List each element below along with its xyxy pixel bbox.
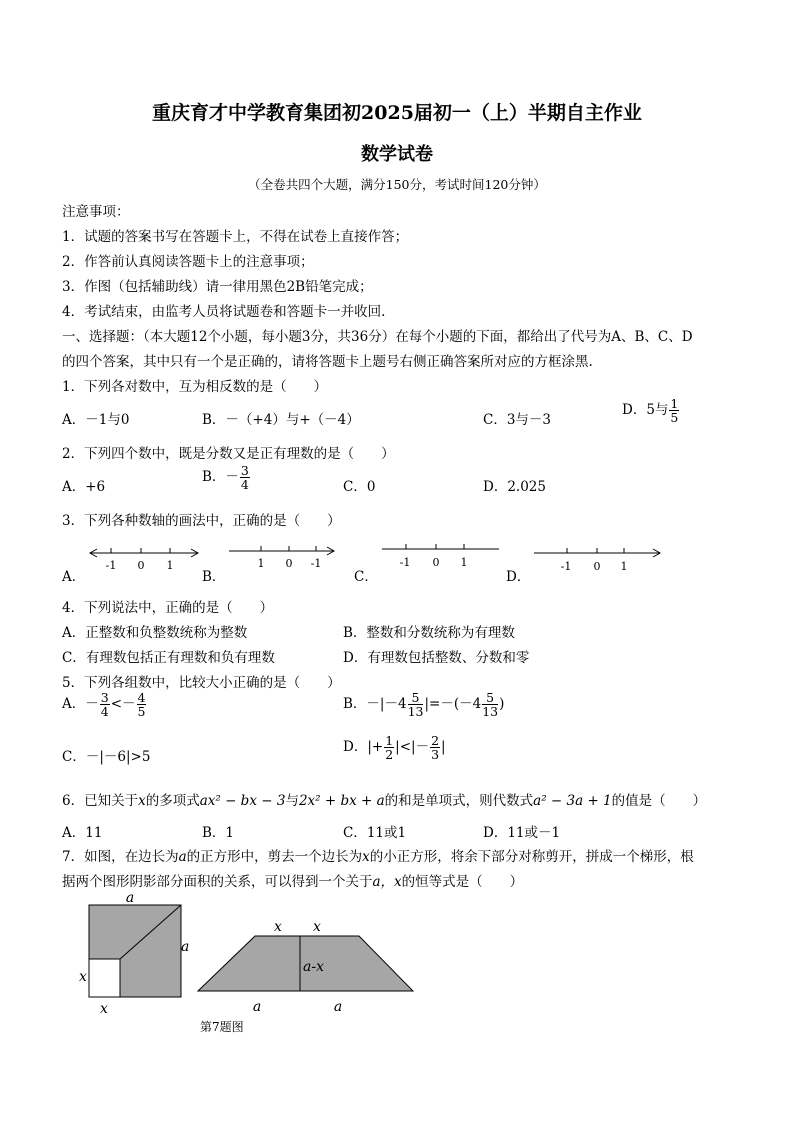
fraction-numerator: 5	[482, 691, 498, 705]
q5-b-fraction-2	[482, 691, 498, 718]
q5-d-mid: |<|－	[395, 739, 430, 756]
q5-a-fraction-1	[100, 691, 110, 718]
q5-d-post: |	[441, 739, 446, 756]
q5-b-fraction-1	[408, 691, 424, 718]
section1-line1: 一、选择题：（本大题12个小题，每小题3分，共36分）在每个小题的下面，都给出了代号为A、B、C、D	[62, 329, 693, 345]
q2-option-b	[202, 464, 251, 491]
tick-label: 0	[137, 559, 145, 572]
tick-label: 1	[257, 557, 265, 570]
q6-option-b: B．1	[202, 825, 235, 841]
q1-option-d-prefix: D．5与	[622, 402, 669, 419]
q3-option-c-label: C．	[354, 569, 378, 585]
q7-part-3: 的小正方形，将余下部分对称剪开，拼成一个梯形，根	[369, 849, 694, 865]
q5-a-sign: －	[85, 696, 99, 713]
q3-option-a-label: A．	[62, 569, 86, 585]
notes-heading: 注意事项：	[62, 204, 130, 220]
q6-part-1: 6．已知关于	[62, 793, 139, 809]
number-line-c	[382, 544, 499, 569]
fraction-numerator: 1	[670, 396, 679, 411]
fraction-numerator: 3	[240, 463, 249, 478]
q5-a-relation: <－	[110, 696, 136, 713]
tick-label: 1	[166, 559, 174, 572]
label-x-left: x	[79, 969, 87, 985]
q5-option-c: C．－|－6|>5	[62, 749, 151, 765]
q4-stem: 4．下列说法中，正确的是（ ）	[62, 600, 274, 616]
label-a-minus-x: a-x	[303, 959, 324, 975]
fraction-numerator: 1	[385, 733, 394, 748]
tick-label: -1	[560, 560, 572, 573]
fraction-denominator: 5	[137, 704, 146, 720]
q1-option-d	[622, 397, 680, 424]
q5-b-pre: －|－4	[366, 696, 407, 713]
q7-caption: 第7题图	[200, 1020, 244, 1034]
q7-line2-part-2: 的恒等式是（ ）	[401, 874, 524, 890]
q1-option-a: A．－1与0	[62, 412, 130, 428]
q5-d-pre: |+	[367, 739, 384, 756]
q5-option-b-label: B．	[343, 696, 367, 713]
q1-option-b: B．－（+4）与+（－4）	[202, 412, 360, 428]
q5-option-a	[62, 691, 147, 718]
label-a-right: a	[181, 939, 190, 955]
note-item-3: 3．作图（包括辅助线）请一律用黑色2B铅笔完成；	[62, 279, 373, 295]
fraction-numerator: 5	[408, 691, 424, 705]
tick-label: 0	[285, 557, 293, 570]
exam-info: （全卷共四个大题，满分150分，考试时间120分钟）	[248, 177, 546, 192]
label-a-bottom-left: a	[252, 999, 262, 1015]
q7-line2-part-1: 据两个图形阴影部分面积的关系，可以得到一个关于	[62, 874, 373, 890]
q3-number-lines	[0, 540, 794, 585]
q6-expr-1: ax² − bx − 3	[199, 793, 286, 809]
q4-option-c: C．有理数包括正有理数和负有理数	[62, 650, 275, 666]
q6-part-4: 的和是单项式，则代数式	[384, 793, 534, 809]
q7-part-1: 7．如图，在边长为	[62, 849, 179, 865]
q7-var-a: a	[178, 849, 187, 865]
q7-part-2: 的正方形中，剪去一个边长为	[186, 849, 363, 865]
q2-option-b-prefix: B．－	[202, 469, 239, 486]
q3-option-b-label: B．	[202, 569, 226, 585]
tick-label: -1	[399, 556, 411, 569]
exam-title: 重庆育才中学教育集团初2025届初一（上）半期自主作业	[152, 102, 642, 124]
q6-part-2: 的多项式	[145, 793, 200, 809]
q1-option-c: C．3与－3	[483, 412, 552, 428]
q3-stem: 3．下列各种数轴的画法中，正确的是（ ）	[62, 513, 341, 529]
number-line-b	[229, 546, 334, 570]
fraction-numerator: 2	[431, 733, 440, 748]
q2-stem: 2．下列四个数中，既是分数又是正有理数的是（ ）	[62, 446, 395, 462]
tick-label: -1	[105, 559, 117, 572]
q5-b-mid: |=－(－4	[424, 696, 482, 713]
fraction-denominator: 13	[482, 704, 499, 720]
q6-expr-3: a² − 3a + 1	[533, 793, 612, 809]
q4-option-a: A．正整数和负整数统称为整数	[62, 625, 248, 641]
square-figure	[79, 890, 189, 1017]
trapezoid-figure	[198, 919, 413, 1015]
fraction-denominator: 4	[100, 704, 109, 720]
q4-option-b: B．整数和分数统称为有理数	[343, 625, 515, 641]
fraction-denominator: 5	[670, 410, 679, 426]
q5-a-fraction-2	[137, 691, 147, 718]
q6-option-d: D．11或－1	[483, 825, 561, 841]
q6-part-3: 与	[285, 793, 299, 809]
fraction-numerator: 4	[137, 690, 146, 705]
note-item-2: 2．作答前认真阅读答题卡上的注意事项；	[62, 254, 314, 270]
tick-label: -1	[310, 557, 322, 570]
exam-subtitle: 数学试卷	[361, 144, 433, 165]
tick-label: 0	[593, 560, 601, 573]
q6-var-x: x	[138, 793, 146, 809]
q2-option-d: D．2.025	[483, 479, 546, 495]
q7-stem-line1	[62, 845, 694, 865]
q2-option-a: A．+6	[62, 479, 106, 495]
q6-option-a: A．11	[62, 825, 103, 841]
q2-option-c: C．0	[343, 479, 376, 495]
q3-option-d-label: D．	[506, 569, 531, 585]
q1-stem: 1．下列各对数中，互为相反数的是（ ）	[62, 379, 328, 395]
section1-line2: 的四个答案，其中只有一个是正确的，请将答题卡上题号右侧正确答案所对应的方框涂黑.	[62, 354, 593, 370]
q5-option-d-label: D．	[343, 739, 368, 756]
number-line-d	[534, 548, 660, 573]
tick-label: 1	[460, 556, 468, 569]
q6-expr-2: 2x² + bx + a	[298, 793, 385, 809]
q5-b-post: )	[499, 696, 505, 713]
q1-option-d-fraction	[669, 397, 679, 424]
fraction-denominator: 2	[385, 747, 394, 763]
q5-option-b	[343, 691, 504, 718]
q2-option-b-fraction	[240, 464, 250, 491]
fraction-denominator: 4	[240, 477, 249, 493]
tick-label: 0	[432, 556, 440, 569]
label-x-top-right: x	[313, 919, 321, 935]
q7-line2-vars: a，x	[372, 874, 402, 890]
label-x-bottom: x	[100, 1001, 108, 1017]
fraction-denominator: 3	[431, 747, 440, 763]
label-a-bottom-right: a	[333, 999, 343, 1015]
fraction-denominator: 13	[407, 704, 424, 720]
q7-stem-line2	[62, 870, 523, 890]
q5-stem: 5．下列各组数中，比较大小正确的是（ ）	[62, 675, 341, 691]
q6-option-c: C．11或1	[343, 825, 407, 841]
label-x-top-left: x	[274, 919, 282, 935]
fraction-numerator: 3	[100, 690, 109, 705]
q5-option-a-label: A．	[62, 696, 86, 713]
number-line-a	[90, 548, 198, 572]
note-item-1: 1．试题的答案书写在答题卡上，不得在试卷上直接作答；	[62, 229, 409, 245]
q4-option-d: D．有理数包括整数、分数和零	[343, 650, 530, 666]
q5-d-fraction-1	[384, 734, 394, 761]
label-a-top: a	[125, 890, 135, 906]
q6-stem	[62, 789, 706, 809]
q6-part-5: 的值是（ ）	[611, 793, 707, 809]
q5-option-d	[343, 734, 446, 761]
note-item-4: 4．考试结束，由监考人员将试题卷和答题卡一并收回.	[62, 304, 386, 320]
tick-label: 1	[620, 560, 628, 573]
q5-d-fraction-2	[430, 734, 440, 761]
q7-var-x: x	[362, 849, 370, 865]
q7-figure	[60, 888, 420, 1038]
